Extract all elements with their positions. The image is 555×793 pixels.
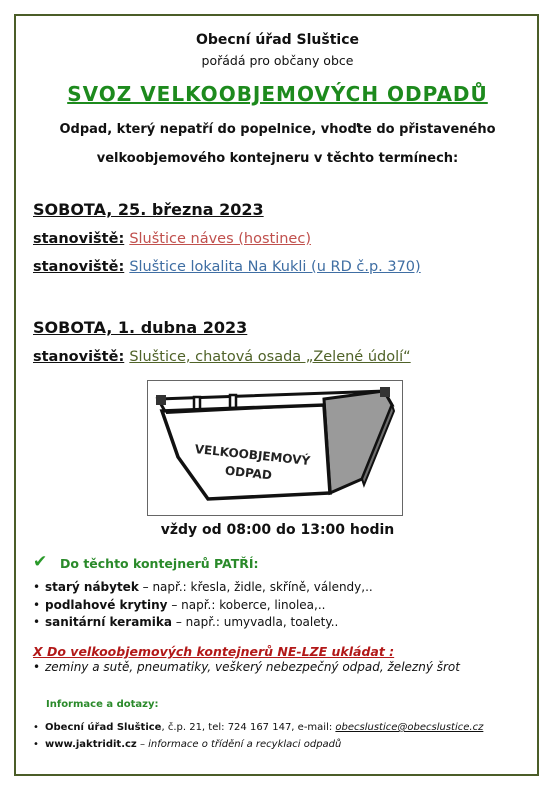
container-image [147, 380, 403, 516]
email-link[interactable]: obecslustice@obecslustice.cz [335, 722, 484, 733]
item-detail: – např.: umyvadla, toalety.. [172, 615, 339, 629]
site-place: Sluštice lokalita Na Kukli (u RD č.p. 370) [129, 259, 421, 275]
dumpster-illustration [148, 381, 402, 515]
bullet: • [33, 580, 41, 594]
item-detail: – např.: křesla, židle, skříně, válendy,.. [138, 580, 373, 594]
event-1-site-2 [33, 259, 421, 275]
list-item [33, 598, 325, 612]
allowed-title: Do těchto kontejnerů PATŘÍ: [60, 556, 259, 571]
site-label: stanoviště: [33, 349, 125, 365]
forbidden-items [33, 660, 460, 674]
site-label: stanoviště: [33, 231, 125, 247]
contact-line-2 [33, 739, 341, 750]
website-description: – informace o třídění a recyklaci odpadů [136, 739, 342, 750]
site-place: Sluštice náves (hostinec) [129, 231, 311, 247]
collection-hours: vždy od 08:00 do 13:00 hodin [160, 522, 395, 538]
item-detail: – např.: koberce, linolea,.. [167, 598, 326, 612]
site-label: stanoviště: [33, 259, 125, 275]
bullet: • [33, 722, 39, 733]
bullet: • [33, 598, 41, 612]
bullet: • [33, 660, 41, 674]
bullet: • [33, 739, 39, 750]
headline: SVOZ VELKOOBJEMOVÝCH ODPADŮ [67, 82, 488, 106]
site-place: Sluštice, chatová osada „Zelené údolí“ [129, 349, 411, 365]
event-date-1: SOBOTA, 25. března 2023 [33, 200, 264, 219]
list-item [33, 615, 338, 629]
office-details: , č.p. 21, tel: 724 167 147, e-mail: [161, 722, 336, 733]
contact-line-1 [33, 722, 483, 733]
check-icon: ✔ [33, 552, 48, 572]
event-2-site-1 [33, 349, 411, 365]
website-link[interactable]: www.jaktridit.cz [45, 739, 137, 750]
forbidden-list: zeminy a sutě, pneumatiky, veškerý nebezpečný odpad, železný šrot [45, 660, 460, 674]
subtitle: pořádá pro občany obce [201, 53, 354, 68]
bullet: • [33, 615, 41, 629]
container-label-line-1: VELKOOBJEMOVÝ [194, 442, 311, 469]
event-date-2: SOBOTA, 1. dubna 2023 [33, 318, 248, 337]
container-label-line-2: ODPAD [224, 463, 273, 483]
list-item [33, 580, 373, 594]
item-name: starý nábytek [45, 580, 139, 594]
intro-line-1: Odpad, který nepatří do popelnice, vhoďte do přistaveného [59, 122, 496, 137]
organization: Obecní úřad Sluštice [195, 32, 360, 48]
intro-line-2: velkoobjemového kontejneru v těchto termínech: [96, 151, 459, 166]
forbidden-title: X Do velkoobjemových kontejnerů NE-LZE ukládat : [33, 644, 395, 659]
event-1-site-1 [33, 231, 311, 247]
item-name: sanitární keramika [45, 615, 172, 629]
office-name: Obecní úřad Sluštice [45, 722, 162, 733]
info-heading: Informace a dotazy: [46, 699, 159, 710]
item-name: podlahové krytiny [45, 598, 168, 612]
